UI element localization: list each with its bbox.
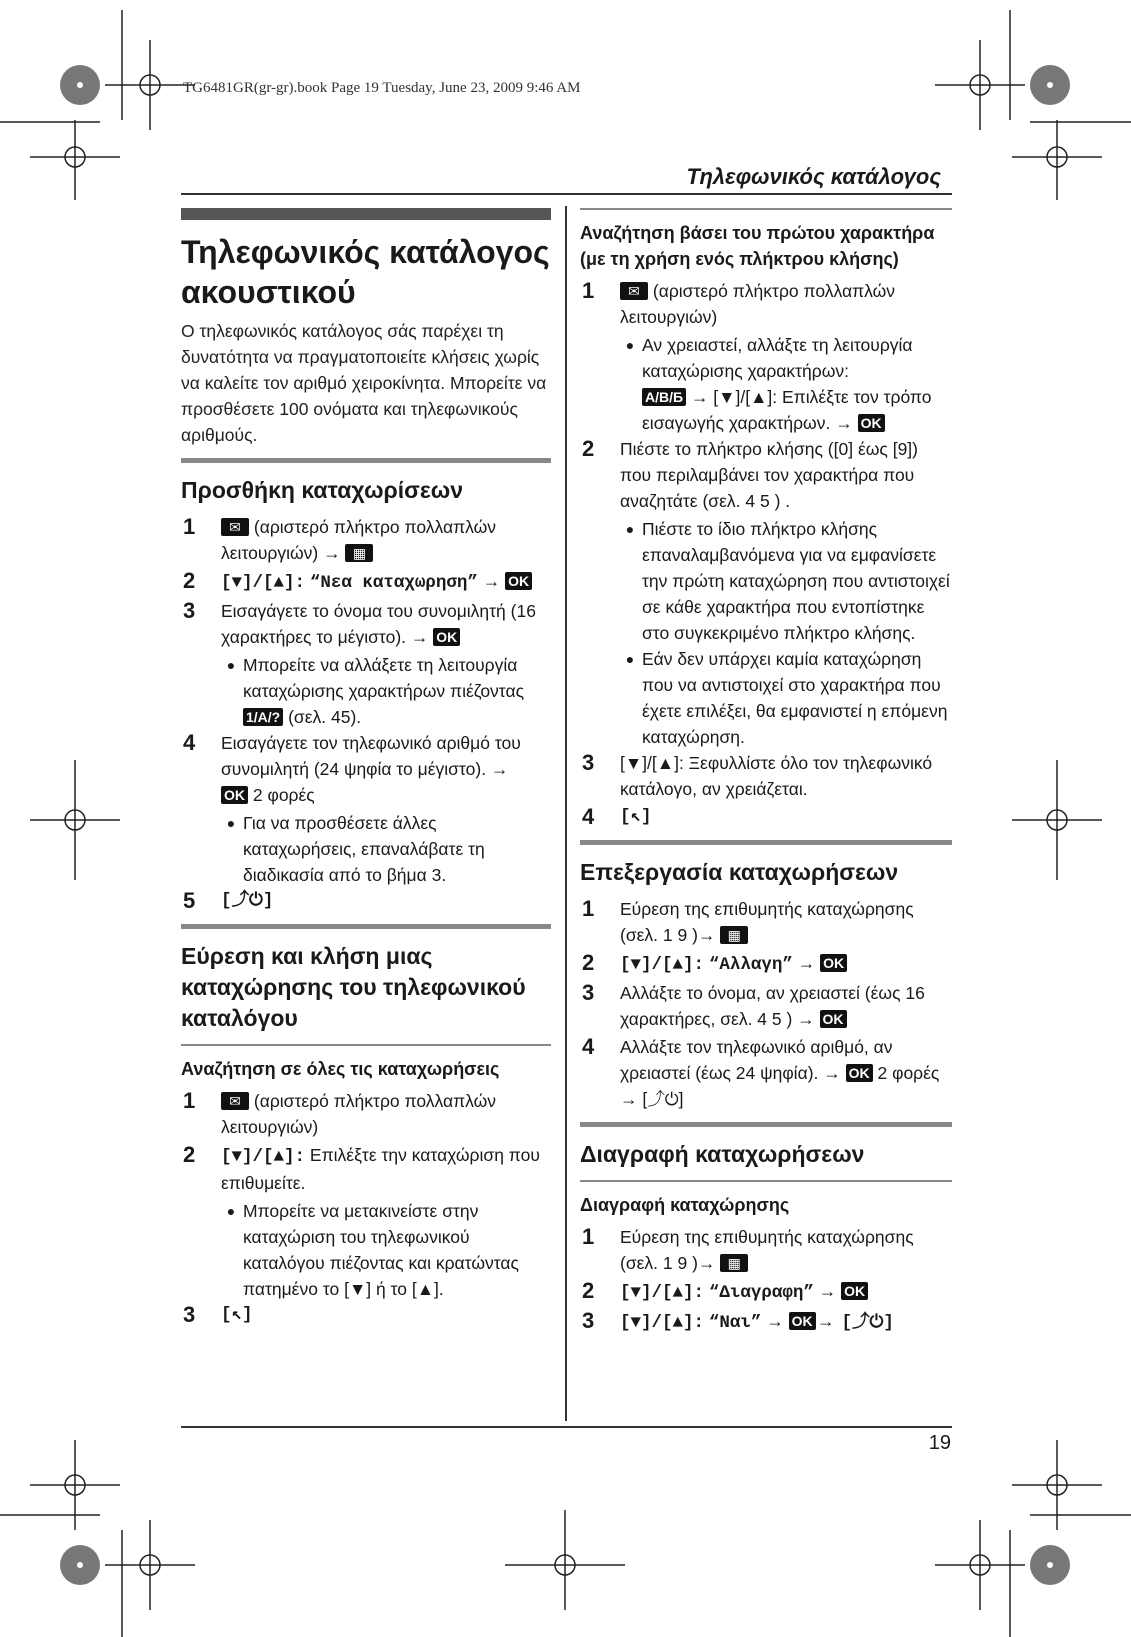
step: 2 [▼]/[▲]: Επιλέξτε την καταχώριση που επιθυμείτε.: [183, 1142, 540, 1193]
step: 5 [⤴⏻]: [181, 888, 551, 914]
bullet-icon: ●: [226, 657, 236, 673]
bullet: ● Για να προσθέσετε άλλες καταχωρήσεις, επαναλάβατε τη διαδικασία από το βήμα 3.: [219, 810, 551, 888]
step: 3 Εισαγάγετε το όνομα του συνομιλητή (16 χαρακτήρες το μέγιστο). → OK: [183, 598, 536, 647]
bullet-icon: ●: [625, 337, 635, 353]
ok-key-icon: OK: [858, 414, 885, 432]
step: 1 ✉ (αριστερό πλήκτρο πολλαπλών λειτουργιών): [582, 278, 896, 327]
mode-key-icon: 1/A/?: [243, 708, 283, 726]
left-column: [181, 208, 551, 1330]
step: 4 [↖]: [580, 804, 952, 830]
bullet: ● Εάν δεν υπάρχει καμία καταχώρηση που να αντιστοιχεί στο χαρακτήρα που έχετε επιλέξει, θα εμφανιστεί η επόμενη καταχώρηση.: [618, 646, 952, 750]
book-key-icon: ✉: [221, 518, 249, 536]
book-key-icon: ✉: [620, 282, 648, 300]
search-first-heading: Αναζήτηση βάσει του πρώτου χαρακτήρα (με τη χρήση ενός πλήκτρου κλήσης): [580, 223, 935, 269]
ok-key-icon: OK: [846, 1064, 873, 1082]
step: 2 [▼]/[▲]: “Διαγραφη” → OK: [580, 1278, 952, 1306]
step: 2 [▼]/[▲]: “Νεα καταχωρηση” → OK: [181, 568, 551, 596]
page-number: 19: [928, 1432, 951, 1454]
book-key-icon: ✉: [221, 1092, 249, 1110]
right-column: [580, 208, 952, 1338]
section-title: Τηλεφωνικός κατάλογος ακουστικού: [181, 234, 550, 310]
off-key-icon: [⤴⏻]: [221, 891, 274, 911]
step: 2 Πιέστε το πλήκτρο κλήσης ([0] έως [9]) που περιλαμβάνει τον χαρακτήρα που αναζητάτε (σελ. 4 5 ) .: [582, 436, 918, 511]
bullet: ● Μπορείτε να αλλάξετε τη λειτουργία καταχώρισης χαρακτήρων πιέζοντας 1/A/? (σελ. 45).: [219, 652, 551, 730]
ok-key-icon: OK: [820, 954, 847, 972]
section-bar: [181, 208, 551, 220]
footer-rule: [181, 1426, 952, 1428]
list-key-icon: ▦: [720, 926, 748, 944]
list-key-icon: ▦: [345, 544, 373, 562]
bullet-icon: ●: [625, 651, 635, 667]
step: 3 Αλλάξτε το όνομα, αν χρειαστεί (έως 16 χαρακτήρες, σελ. 4 5 ) → OK: [582, 980, 925, 1029]
edit-heading: Επεξεργασία καταχωρήσεων: [580, 859, 899, 885]
ok-key-icon: OK: [789, 1312, 816, 1330]
bullet: ● Πιέστε το ίδιο πλήκτρο κλήσης επαναλαμβανόμενα για να εμφανίσετε την πρώτη καταχώρηση που αντιστοιχεί σε κάθε χαρακτήρα που εντοπίστηκε στο συγκεκριμένο πλήκτρο κλήσης.: [618, 516, 952, 646]
header-rule: [181, 193, 952, 195]
ok-key-icon: OK: [505, 572, 532, 590]
bullet-icon: ●: [226, 1203, 236, 1219]
intro-text: Ο τηλεφωνικός κατάλογος σάς παρέχει τη δυνατότητα να πραγματοποιείτε κλήσεις χωρίς να καλείτε τον αριθμό χειροκίνητα. Μπορείτε να προσθέσετε 100 ονόματα και τηλεφωνικούς αριθμούς.: [181, 321, 547, 445]
book-info-line: TG6481GR(gr-gr).book Page 19 Tuesday, June 23, 2009 9:46 AM: [183, 80, 581, 96]
find-subheading: Αναζήτηση σε όλες τις καταχωρήσεις: [181, 1059, 500, 1079]
find-heading: Εύρεση και κλήση μιας καταχώρησης του τηλεφωνικού καταλόγου: [181, 943, 526, 1031]
abc-key-icon: A/B/Б: [642, 388, 686, 406]
talk-key-icon: [↖]: [620, 807, 652, 827]
step: 4 Αλλάξτε τον τηλεφωνικό αριθμό, αν χρειαστεί (έως 24 ψηφία). → OK 2 φορές → [⤴⏻]: [582, 1034, 940, 1109]
bullet-icon: ●: [226, 815, 236, 831]
bullet-icon: ●: [625, 521, 635, 537]
step: 4 Εισαγάγετε τον τηλεφωνικό αριθμό του συνομιλητή (24 ψηφία το μέγιστο). → OK 2 φορές: [183, 730, 521, 805]
bullet: ● Μπορείτε να μετακινείστε στην καταχώριση του τηλεφωνικού καταλόγου πιέζοντας και κρατώντας πατημένο το [▼] ή το [▲].: [219, 1198, 551, 1302]
step: 2 [▼]/[▲]: “Αλλαγη” → OK: [580, 950, 952, 978]
ok-key-icon: OK: [841, 1282, 868, 1300]
ok-key-icon: OK: [221, 786, 248, 804]
delete-subheading: Διαγραφή καταχώρησης: [580, 1195, 790, 1215]
ok-key-icon: OK: [433, 628, 460, 646]
step: 1 Εύρεση της επιθυμητής καταχώρησης (σελ. 1 9 )→ ▦: [582, 896, 914, 945]
step: 3 [▼]/[▲]: “Ναι” → OK → [⤴⏻]: [582, 1308, 894, 1333]
bullet: ● Αν χρειαστεί, αλλάξτε τη λειτουργία καταχώρισης χαρακτήρων: A/B/Б → [▼]/[▲]: Επιλέξτε τον τρόπο εισαγωγής χαρακτήρων. → OK: [618, 332, 952, 436]
add-heading: Προσθήκη καταχωρίσεων: [181, 477, 464, 503]
step: 1 Εύρεση της επιθυμητής καταχώρησης (σελ. 1 9 )→ ▦: [582, 1224, 914, 1273]
step: 1 ✉ (αριστερό πλήκτρο πολλαπλών λειτουργιών): [183, 1088, 497, 1137]
talk-key-icon: [↖]: [221, 1305, 253, 1325]
step: 3 [▼]/[▲]: Ξεφυλλίστε όλο τον τηλεφωνικό κατάλογο, αν χρειάζεται.: [582, 750, 933, 799]
running-head: Τηλεφωνικός κατάλογος: [686, 164, 941, 189]
ok-key-icon: OK: [820, 1010, 847, 1028]
list-key-icon: ▦: [720, 1254, 748, 1272]
step: 3 [↖]: [181, 1302, 551, 1328]
delete-heading: Διαγραφή καταχωρήσεων: [580, 1141, 865, 1167]
column-divider: [565, 206, 567, 1421]
step: 1 ✉ (αριστερό πλήκτρο πολλαπλών λειτουργιών) → ▦: [183, 514, 497, 563]
